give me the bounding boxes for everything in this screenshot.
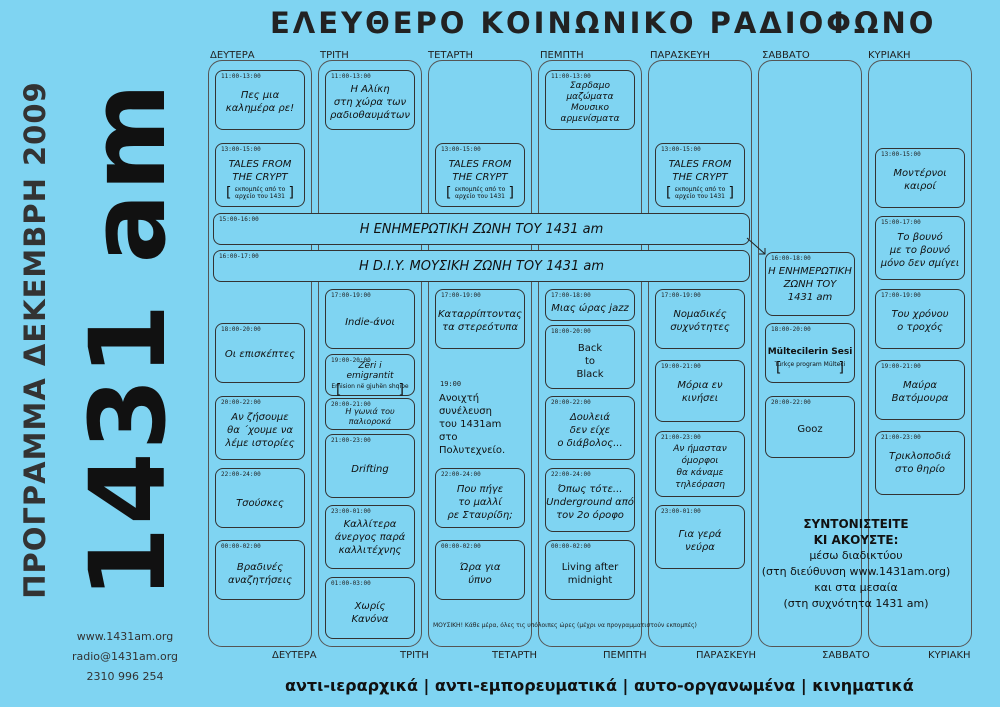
show-name: Back to Black xyxy=(576,343,604,380)
show-sat-3 xyxy=(765,396,855,458)
show-sun-4 xyxy=(875,360,965,420)
show-time: 18:00-20:00 xyxy=(551,328,591,335)
show-time: 18:00-20:00 xyxy=(221,326,261,333)
show-thu-4 xyxy=(545,396,635,460)
show-name: Indie-άνοι xyxy=(345,317,395,328)
show-sun-3 xyxy=(875,289,965,349)
show-name: Drifting xyxy=(351,464,389,475)
show-tue-5 xyxy=(325,434,415,498)
day-label-top-tue: ΤΡΙΤΗ xyxy=(320,50,349,61)
day-label-bottom-sat: ΣΑΒΒΑΤΟ xyxy=(822,650,870,661)
show-time: 23:00-01:00 xyxy=(661,508,701,515)
tune-in-address: (στη διεύθυνση www.1431am.org) xyxy=(761,565,951,578)
station-logo-text: 1431 am xyxy=(67,80,189,600)
tune-in-heading: ΣΥΝΤΟΝΙΣΤΕΙΤΕ ΚΙ ΑΚΟΥΣΤΕ: xyxy=(803,517,909,547)
show-time: 21:00-23:00 xyxy=(331,437,371,444)
show-name: Η γωνιά του παλιοροκά xyxy=(345,407,395,426)
show-name: Το βουνό με το βουνό μόνο δεν σμίγει xyxy=(880,232,960,269)
day-label-top-mon: ΔΕΥΤΕΡΑ xyxy=(210,50,255,61)
show-time: 23:00-01:00 xyxy=(331,508,371,515)
show-time: 00:00-02:00 xyxy=(551,543,591,550)
show-mon-1 xyxy=(215,70,305,130)
phone-number: 2310 996 254 xyxy=(86,670,164,683)
show-time: 17:00-19:00 xyxy=(881,292,921,299)
day-label-top-thu: ΠΕΜΠΤΗ xyxy=(540,50,584,61)
show-name: Mültecilerin Sesi xyxy=(767,347,853,357)
show-subtitle: [ Türkçe program Mülteci ] xyxy=(766,361,854,368)
show-name: TALES FROM THE CRYPT xyxy=(228,159,292,183)
slogan: αντι-ιεραρχικά | αντι-εμπορευματικά | αυτο-οργανωμένα | κινηματικά xyxy=(285,676,914,695)
show-name: Αν ζήσουμε θα ΄χουμε να λέμε ιστορίες xyxy=(225,412,295,449)
show-note: [ εκπομπές από το αρχείο του 1431 ] xyxy=(436,186,524,200)
show-time: 17:00-19:00 xyxy=(661,292,701,299)
show-time: 20:00-22:00 xyxy=(771,399,811,406)
show-time: 13:00-15:00 xyxy=(661,146,701,153)
program-title-text: ΠΡΟΓΡΑΜΜΑ ΔΕΚΕΜΒΡΗ 2009 xyxy=(18,81,52,599)
show-name: Τρικλοποδιά στο θηρίο xyxy=(888,451,951,475)
show-name: Σαρδαμο μαζώματα Μουσικο αρμενίσματα xyxy=(560,81,620,124)
show-fri-3 xyxy=(655,360,745,422)
show-thu-6 xyxy=(545,540,635,600)
show-name: Μοντέρνοι καιροί xyxy=(893,168,947,192)
show-time: 16:00-18:00 xyxy=(771,255,811,262)
show-thu-1 xyxy=(545,70,635,130)
zone-time: 15:00-16:00 xyxy=(219,216,259,223)
show-name: Νομαδικές συχνότητες xyxy=(670,309,730,333)
tune-in-internet: μέσω διαδικτύου xyxy=(809,549,903,562)
show-name: Η ΕΝΗΜΕΡΩΤΙΚΗ ΖΩΝΗ ΤΟΥ 1431 am xyxy=(768,266,852,303)
show-sun-5 xyxy=(875,431,965,495)
arrow-icon xyxy=(745,236,769,258)
day-label-bottom-mon: ΔΕΥΤΕΡΑ xyxy=(272,650,317,661)
tune-in-frequency: (στη συχνότητα 1431 am) xyxy=(783,597,929,610)
show-name: Gooz xyxy=(797,424,823,435)
show-name: Living after midnight xyxy=(561,562,619,586)
show-note: [ εκπομπές από το αρχείο του 1431 ] xyxy=(216,186,304,200)
show-time: 20:00-22:00 xyxy=(551,399,591,406)
show-time: 19:00 xyxy=(440,380,462,388)
show-thu-3 xyxy=(545,325,635,389)
show-name: Πες μια καλημέρα ρε! xyxy=(225,90,295,114)
day-label-top-wed: ΤΕΤΑΡΤΗ xyxy=(428,50,474,61)
show-time: 22:00-24:00 xyxy=(551,471,591,478)
day-label-bottom-sun: ΚΥΡΙΑΚΗ xyxy=(928,650,971,661)
show-wed-3 xyxy=(435,378,523,456)
show-time: 19:00-20:00 xyxy=(331,357,371,364)
show-name: Δουλειά δεν είχε ο διάβολος... xyxy=(557,412,623,449)
show-tue-2 xyxy=(325,289,415,349)
show-mon-4 xyxy=(215,396,305,460)
show-time: 20:00-22:00 xyxy=(221,399,261,406)
show-time: 15:00-17:00 xyxy=(881,219,921,226)
show-time: 11:00-13:00 xyxy=(551,73,591,80)
show-time: 18:00-20:00 xyxy=(771,326,811,333)
email-link[interactable]: radio@1431am.org xyxy=(71,650,179,663)
show-time: 22:00-24:00 xyxy=(441,471,481,478)
show-wed-1 xyxy=(435,143,525,207)
show-tue-6 xyxy=(325,505,415,569)
show-wed-5 xyxy=(435,540,525,600)
day-label-top-fri: ΠΑΡΑΣΚΕΥΗ xyxy=(650,50,711,61)
show-name: Όπως τότε... Underground από τον 2ο όροφο xyxy=(546,484,634,521)
show-wed-2 xyxy=(435,289,525,349)
show-name: Καλλίτερα άνεργος παρά καλλιτέχνης xyxy=(334,519,406,556)
show-name: Του χρόνου ο τροχός xyxy=(891,309,949,333)
show-tue-7 xyxy=(325,577,415,639)
show-tue-4 xyxy=(325,398,415,430)
show-name: Μιας ώρας jazz xyxy=(551,303,629,314)
show-subtitle: [ Emision në gjuhën shqipe ] xyxy=(326,383,414,390)
show-time: 13:00-15:00 xyxy=(221,146,261,153)
show-time: 13:00-15:00 xyxy=(881,151,921,158)
show-sat-2 xyxy=(765,323,855,383)
show-name: Μόρια εν κινήσει xyxy=(677,380,723,404)
show-mon-3 xyxy=(215,323,305,383)
show-mon-2 xyxy=(215,143,305,207)
program-title xyxy=(10,70,60,610)
show-sun-1 xyxy=(875,148,965,208)
show-name: Η Αλίκη στη χώρα των ραδιοθαυμάτων xyxy=(330,84,410,121)
show-mon-6 xyxy=(215,540,305,600)
diy-music-zone-bar xyxy=(213,250,750,282)
show-time: 20:00-21:00 xyxy=(331,401,371,408)
show-time: 17:00-18:00 xyxy=(551,292,591,299)
show-name: Αν ήμασταν όμορφοι θα κάναμε τηλεόραση xyxy=(673,444,727,490)
station-title: ΕΛΕΥΘΕΡΟ ΚΟΙΝΩΝΙΚΟ ΡΑΔΙΟΦΩΝΟ xyxy=(270,6,937,40)
show-name: TALES FROM THE CRYPT xyxy=(668,159,732,183)
show-fri-4 xyxy=(655,431,745,497)
show-sun-2 xyxy=(875,216,965,280)
day-label-bottom-tue: ΤΡΙΤΗ xyxy=(400,650,429,661)
show-name: Βραδινές αναζητήσεις xyxy=(228,562,292,586)
show-thu-2 xyxy=(545,289,635,321)
show-time: 01:00-03:00 xyxy=(331,580,371,587)
show-name: Τσούσκες xyxy=(236,498,284,509)
show-time: 00:00-02:00 xyxy=(441,543,481,550)
info-zone-bar xyxy=(213,213,750,245)
show-name: Μαύρα Βατόμουρα xyxy=(891,380,949,404)
day-label-bottom-wed: ΤΕΤΑΡΤΗ xyxy=(492,650,538,661)
show-name: Για γερά νεύρα xyxy=(678,529,722,553)
tune-in-am: και στα μεσαία xyxy=(814,581,898,594)
show-fri-1 xyxy=(655,143,745,207)
day-label-top-sat: ΣΑΒΒΑΤΟ xyxy=(762,50,810,61)
show-time: 11:00-13:00 xyxy=(221,73,261,80)
day-label-bottom-fri: ΠΑΡΑΣΚΕΥΗ xyxy=(696,650,757,661)
show-name: Χωρίς Κανόνα xyxy=(351,601,389,625)
show-name: Οι επισκέπτες xyxy=(224,349,296,360)
zone-time: 16:00-17:00 xyxy=(219,253,259,260)
show-time: 11:00-13:00 xyxy=(331,73,371,80)
show-time: 13:00-15:00 xyxy=(441,146,481,153)
tune-in-info xyxy=(756,516,956,612)
day-label-bottom-thu: ΠΕΜΠΤΗ xyxy=(603,650,647,661)
show-tue-1 xyxy=(325,70,415,130)
show-time: 21:00-23:00 xyxy=(881,434,921,441)
station-logo xyxy=(58,70,198,610)
show-time: 22:00-24:00 xyxy=(221,471,261,478)
show-time: 19:00-21:00 xyxy=(661,363,701,370)
show-tue-3 xyxy=(325,354,415,396)
show-name: TALES FROM THE CRYPT xyxy=(448,159,512,183)
show-time: 17:00-19:00 xyxy=(441,292,481,299)
show-time: 19:00-21:00 xyxy=(881,363,921,370)
show-name: Ώρα για ύπνο xyxy=(459,562,501,586)
show-fri-2 xyxy=(655,289,745,349)
show-sat-1 xyxy=(765,252,855,316)
show-name: Ανοιχτή συνέλευση του 1431am στο Πολυτεχνείο. xyxy=(439,393,506,456)
show-name: Zëri i emigrantit xyxy=(346,361,394,381)
day-label-top-sun: ΚΥΡΙΑΚΗ xyxy=(868,50,911,61)
show-note: [ εκπομπές από το αρχείο του 1431 ] xyxy=(656,186,744,200)
show-time: 17:00-19:00 xyxy=(331,292,371,299)
show-mon-5 xyxy=(215,468,305,528)
show-time: 00:00-02:00 xyxy=(221,543,261,550)
show-wed-4 xyxy=(435,468,525,528)
zone-name: Η D.I.Y. ΜΟΥΣΙΚΗ ΖΩΝΗ ΤΟΥ 1431 am xyxy=(359,259,604,274)
website-link[interactable]: www.1431am.org xyxy=(76,630,174,643)
music-note: ΜΟΥΣΙΚΗ! Κάθε μέρα, όλες τις υπόλοιπες ώρες (μέχρι να προγραμματιστούν εκπομπές) xyxy=(433,622,697,629)
show-time: 21:00-23:00 xyxy=(661,434,701,441)
show-thu-5 xyxy=(545,468,635,532)
show-fri-5 xyxy=(655,505,745,569)
show-name: Καταρρίπτοντας τα στερεότυπα xyxy=(437,309,523,333)
zone-name: Η ΕΝΗΜΕΡΩΤΙΚΗ ΖΩΝΗ ΤΟΥ 1431 am xyxy=(359,222,604,237)
show-name: Που πήγε το μαλλί ρε Σταυρίδη; xyxy=(447,484,513,521)
